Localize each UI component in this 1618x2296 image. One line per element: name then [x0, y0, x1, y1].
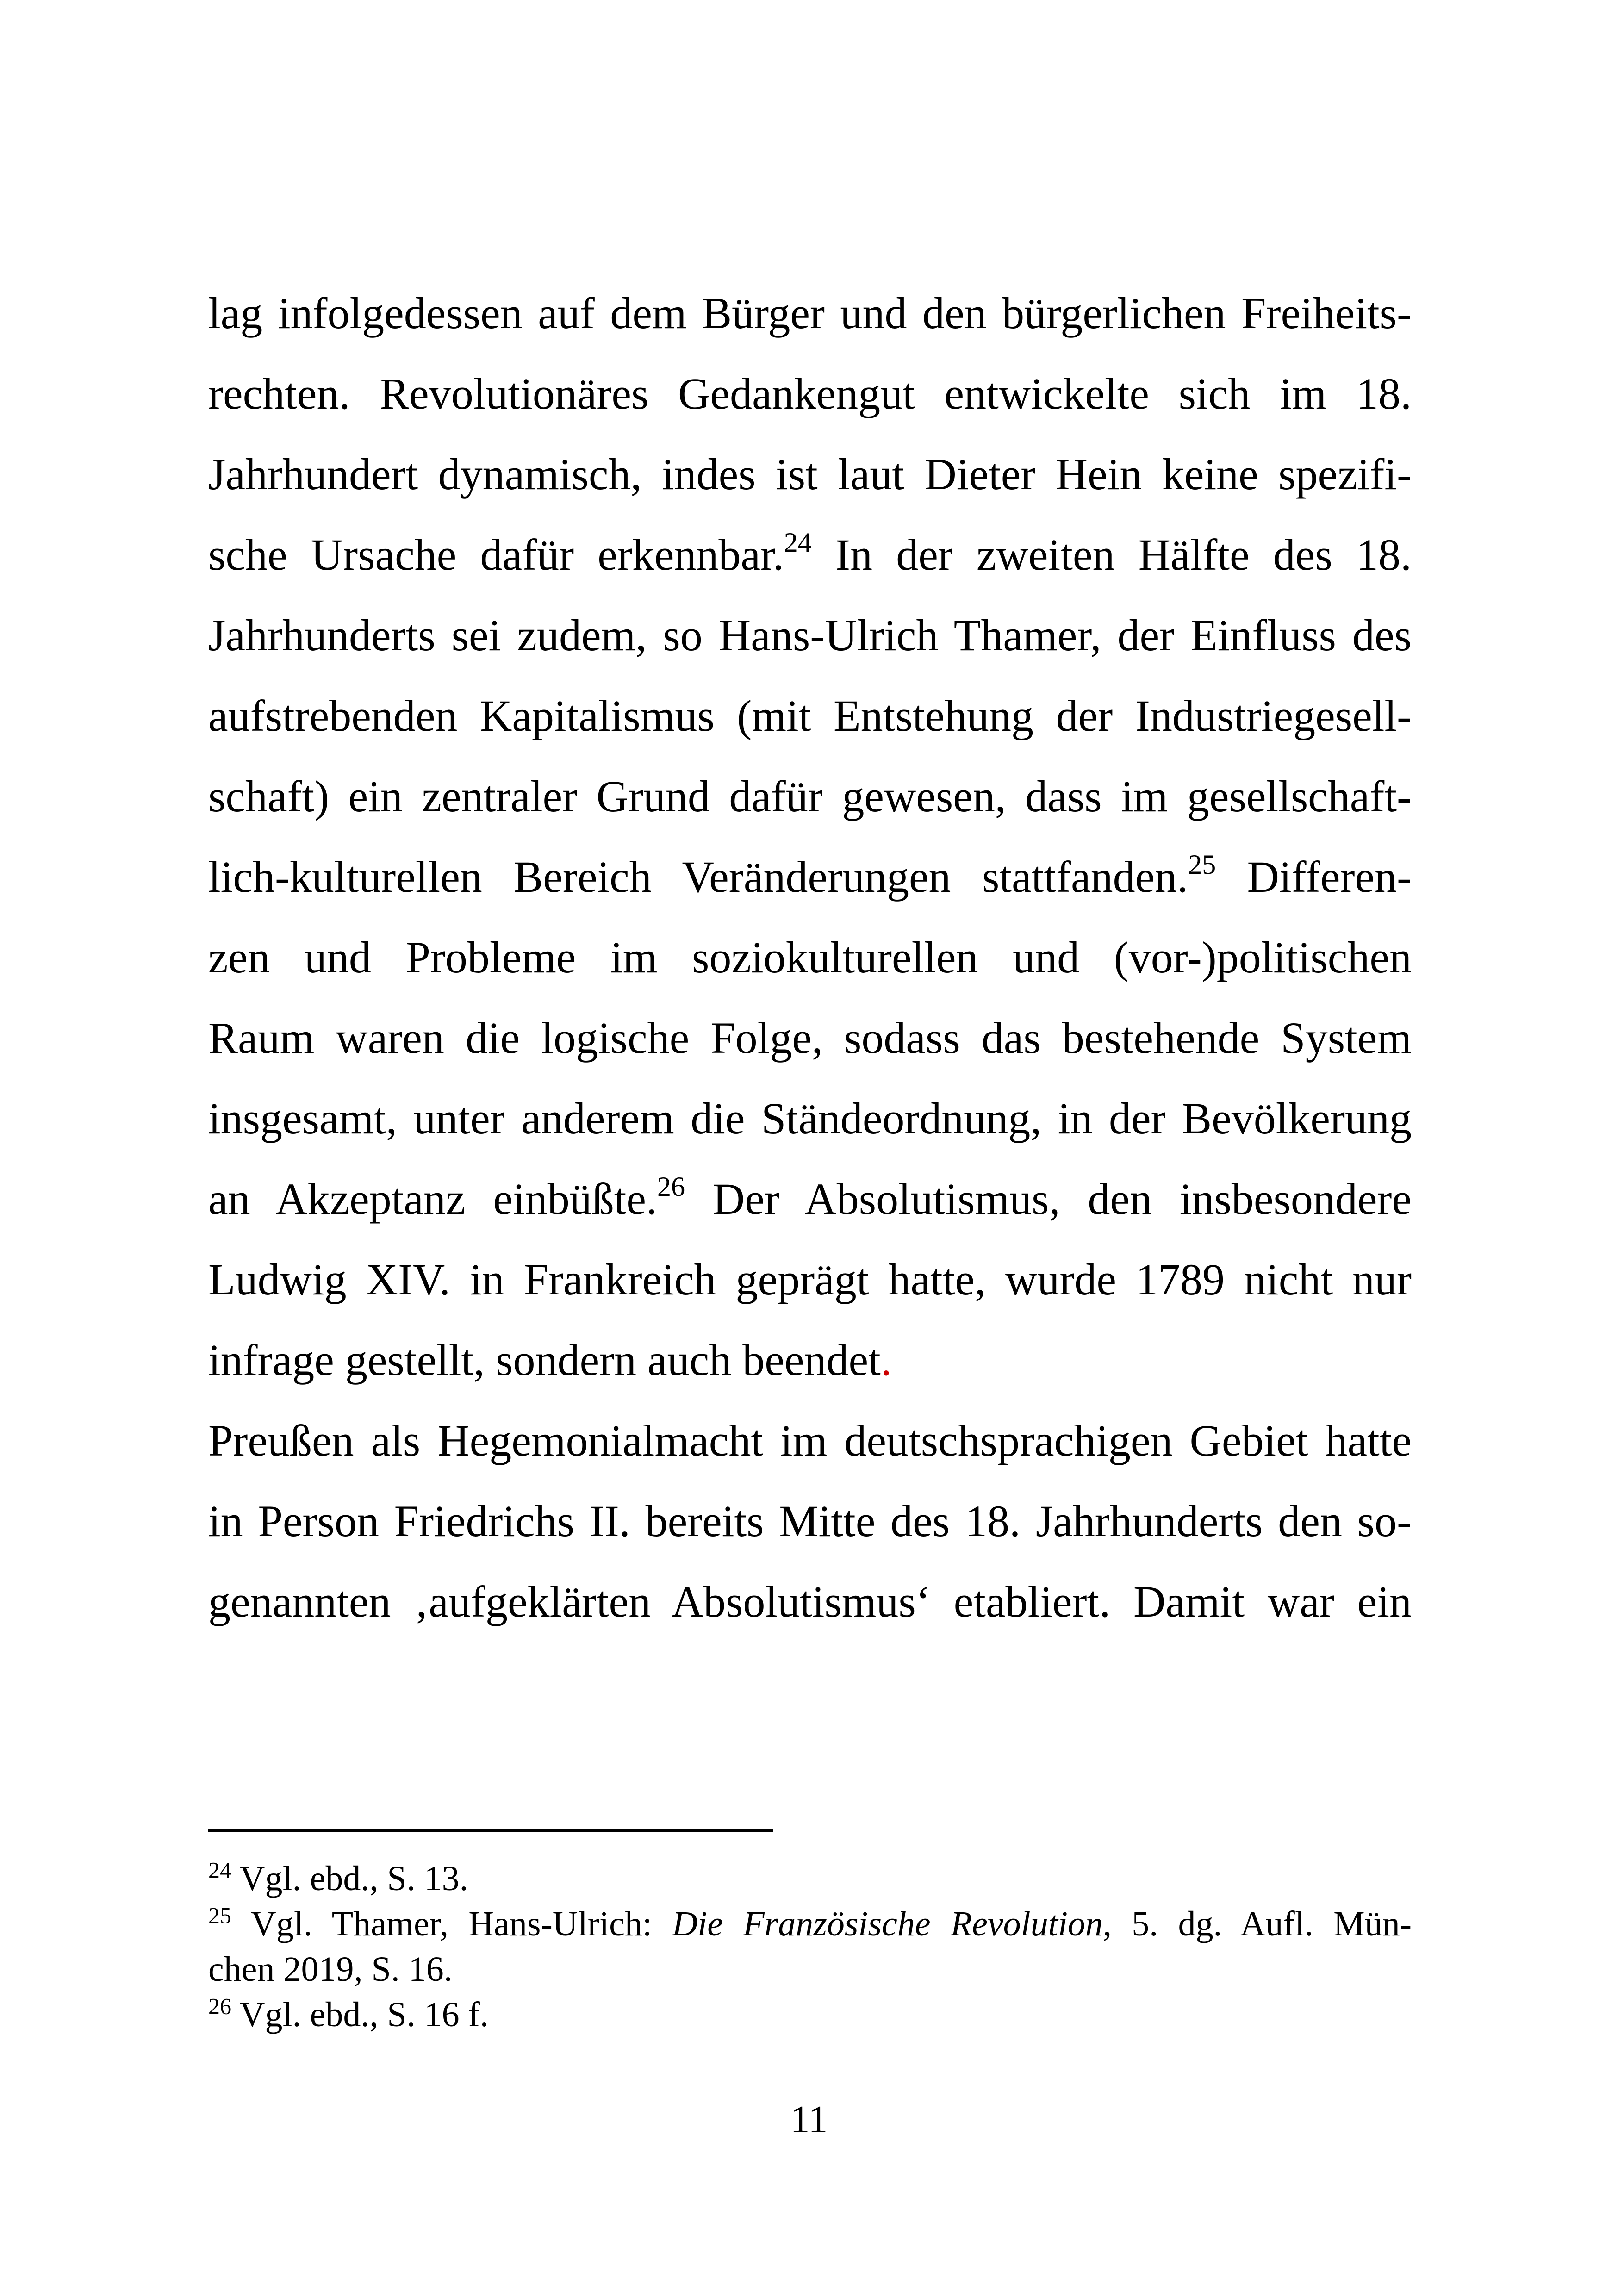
text-line: Raum waren die logische Folge, sodass das bestehende System [208, 1013, 1412, 1063]
text-line: rechten. Revolutionäres Gedankengut entwickelte sich im 18. [208, 369, 1412, 418]
footnote-line: chen 2019, S. 16. [208, 1950, 453, 1989]
page-number: 11 [790, 2098, 828, 2141]
text-line: lag infolgedessen auf dem Bürger und den bürgerlichen Freiheits- [208, 288, 1412, 338]
footnote-25 [208, 1901, 1412, 1992]
footnote-separator [208, 1829, 773, 1832]
text-line: Ludwig XIV. in Frankreich geprägt hatte, wurde 1789 nicht nur [208, 1255, 1412, 1304]
footnote-line [208, 1992, 1412, 2037]
text-line [208, 515, 1412, 595]
text-line: schaft) ein zentraler Grund dafür gewesen, dass im gesellschaft- [208, 772, 1412, 821]
text-fragment: lich-kulturellen Bereich Veränderungen stattfanden. [208, 852, 1189, 902]
footnote-number: 24 [208, 1857, 231, 1883]
text-line: zen und Probleme im soziokulturellen und (vor-)politischen [208, 933, 1412, 982]
red-period-mark: . [880, 1335, 892, 1385]
text-line: Jahrhunderts sei zudem, so Hans-Ulrich Thamer, der Einfluss des [208, 610, 1412, 660]
text-line: Jahrhundert dynamisch, indes ist laut Dieter Hein keine spezifi- [208, 449, 1412, 499]
footnote-reference[interactable]: 24 [784, 527, 812, 558]
body-text [208, 273, 1412, 1642]
footnote-26 [208, 1992, 1412, 2037]
footnote-reference[interactable]: 25 [1188, 849, 1216, 880]
text-fragment: infrage gestellt, sondern auch beendet [208, 1335, 881, 1385]
text-line [208, 1159, 1412, 1239]
footnote-title: Die Französische Revolution [672, 1904, 1103, 1943]
text-fragment: Differen- [1216, 852, 1412, 902]
text-line: Preußen als Hegemonialmacht im deutschsprachigen Gebiet hatte [208, 1416, 1412, 1465]
text-line: aufstrebenden Kapitalismus (mit Entstehung der Industriegesell- [208, 691, 1412, 740]
footnotes [208, 1856, 1412, 2037]
footnote-line [208, 1901, 1412, 1947]
text-line [208, 1320, 1412, 1400]
footnote-number: 26 [208, 1993, 231, 2019]
text-line: genannten ‚aufgeklärten Absolutismus‘ etabliert. Damit war ein [208, 1577, 1412, 1626]
text-fragment: Der Absolutismus, den insbesondere [685, 1174, 1412, 1224]
text-fragment: sche Ursache dafür erkennbar. [208, 530, 784, 579]
text-line: insgesamt, unter anderem die Ständeordnung, in der Bevölkerung [208, 1094, 1412, 1143]
footnote-number: 25 [208, 1902, 231, 1929]
text-fragment: In der zweiten Hälfte des 18. [811, 530, 1412, 579]
text-line [208, 837, 1412, 917]
text-line: in Person Friedrichs II. bereits Mitte des 18. Jahrhunderts den so- [208, 1496, 1412, 1546]
footnote-text: , 5. dg. Aufl. Mün- [1103, 1904, 1412, 1943]
footnote-line [208, 1856, 1412, 1901]
footnote-text: Vgl. ebd., S. 13. [231, 1859, 468, 1898]
footnote-reference[interactable]: 26 [657, 1171, 685, 1202]
text-fragment: an Akzeptanz einbüßte. [208, 1174, 658, 1224]
footnote-24 [208, 1856, 1412, 1901]
footnote-text: Vgl. ebd., S. 16 f. [231, 1995, 489, 2034]
footnote-text: Vgl. Thamer, Hans-Ulrich: [231, 1904, 672, 1943]
